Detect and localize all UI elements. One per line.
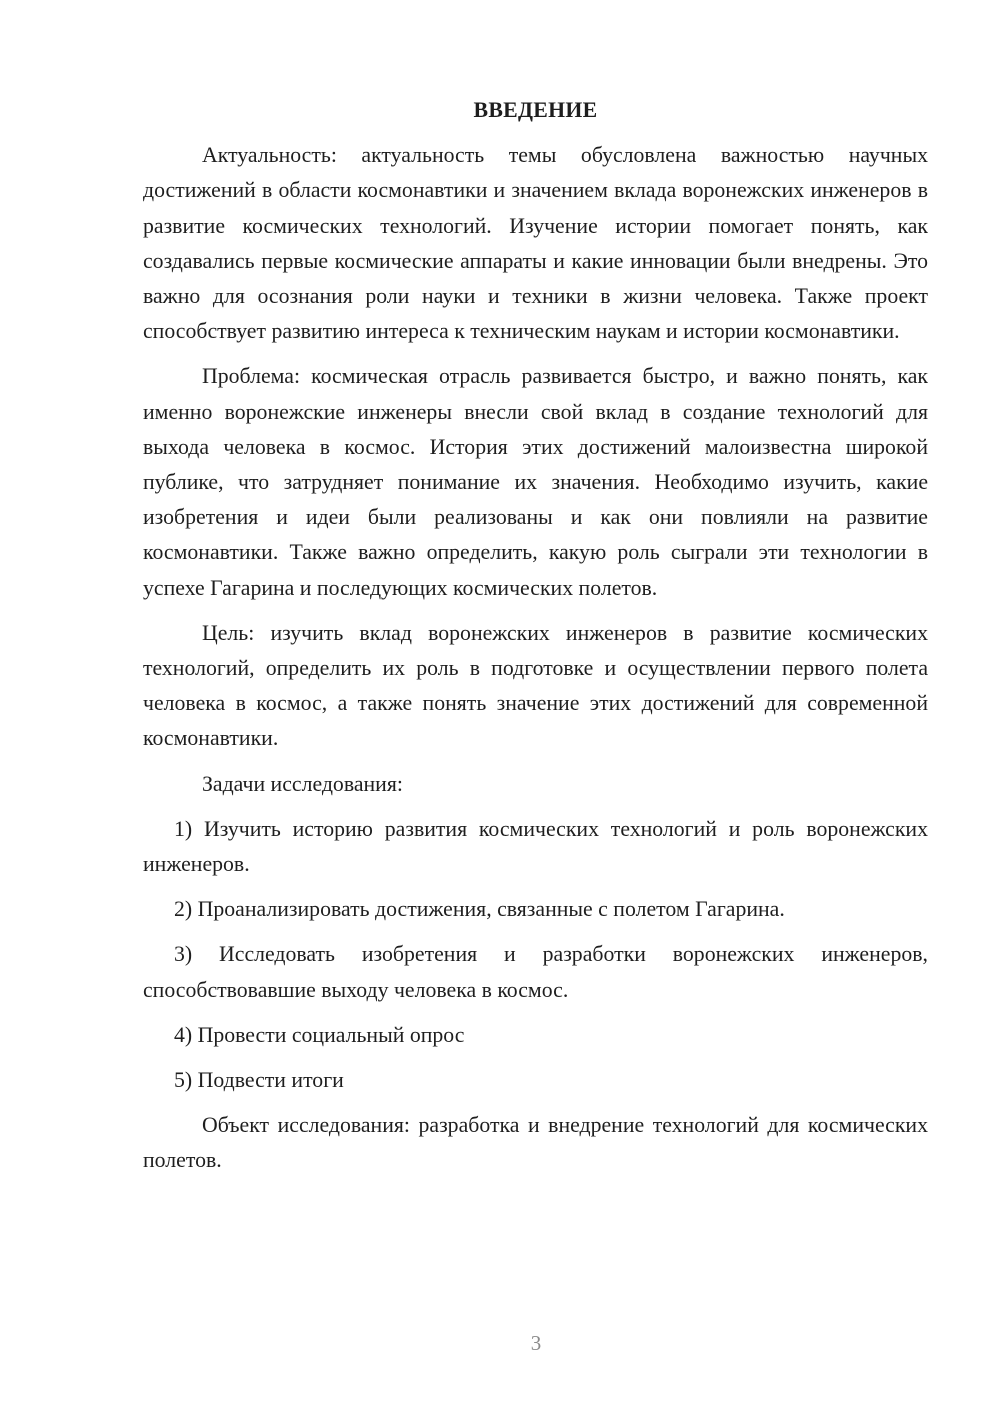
problem-paragraph: Проблема: космическая отрасль развивается быстро, и важно понять, как именно воронежские инженеры внесли свой вклад в создание технологий для выхода человека в космос. История этих достижений малоизвестна широкой публике, что затрудняет понимание их значения. Необходимо изучить, какие изобретения и идеи были реализованы и как они повлияли на развитие космонавтики. Также важно определить, какую роль сыграли эти технологии в успехе Гагарина и последующих космических полетов. (143, 364, 928, 600)
object-paragraph: Объект исследования: разработка и внедрение технологий для космических полетов. (143, 1113, 928, 1173)
goal-paragraph: Цель: изучить вклад воронежских инженеров в развитие космических технологий, определить их роль в подготовке и осуществлении первого полета человека в космос, а также понять значение этих достижений для современной космонавтики. (143, 620, 928, 751)
task-item-1: 1) Изучить историю развития космических технологий и роль воронежских инженеров. (143, 816, 928, 877)
task-item-3: 3) Исследовать изобретения и разработки воронежских инженеров, способствовавшие выходу человека в космос. (143, 942, 928, 1002)
task-item-2: 2) Проанализировать достижения, связанные с полетом Гагарина. (174, 897, 785, 922)
page-content (143, 93, 928, 1189)
task-item-4: 4) Провести социальный опрос (174, 1022, 465, 1047)
relevance-paragraph: Актуальность: актуальность темы обусловлена важностью научных достижений в области космонавтики и значением вклада воронежских инженеров в развитие космических технологий. Изучение истории помогает понять, как создавались первые космические аппараты и какие инновации были внедрены. Это важно для осознания роли науки и техники в жизни человека. Также проект способствует развитию интереса к техническим наукам и истории космонавтики. (143, 143, 928, 344)
task-item-5: 5) Подвести итоги (174, 1068, 344, 1093)
section-heading: ВВЕДЕНИЕ (473, 98, 598, 122)
tasks-title: Задачи исследования: (202, 771, 403, 796)
page-number: 3 (530, 1331, 542, 1355)
